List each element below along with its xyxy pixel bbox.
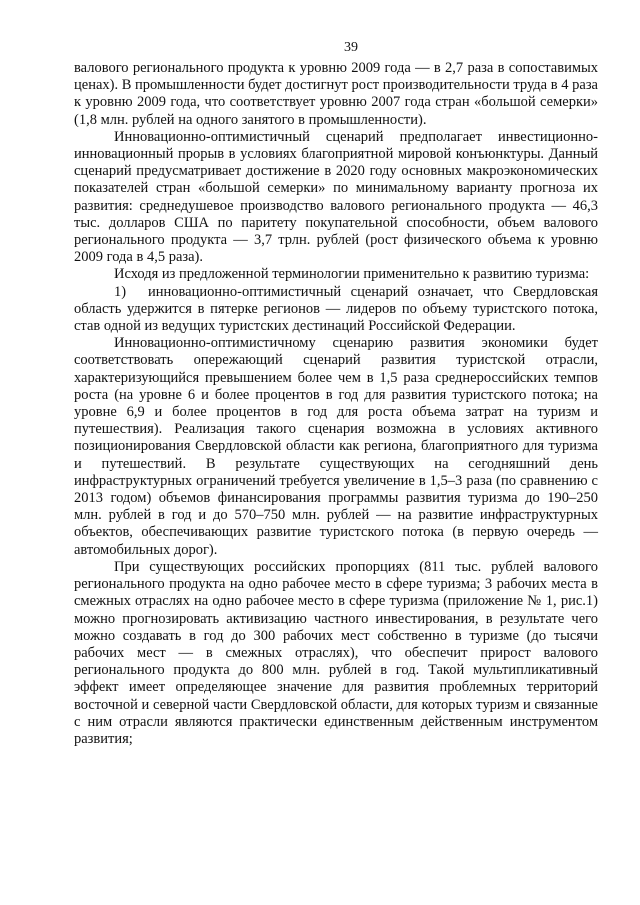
paragraph-continuation: валового регионального продукта к уровню 2009 года — в 2,7 раза в сопоставимых ценах). В промышленности будет достигнут рост производительности труда в 4 раза к уровню 2009 года, что соответствует уровню 2007 года стран «большой семерки» (1,8 млн. рублей на одного занятого в промышленности).: [74, 60, 598, 128]
paragraph-russian-proportions: При существующих российских пропорциях (811 тыс. рублей валового регионального продукта на одно рабочее место в сфере туризма; 3 рабочих места в смежных отраслях на одно рабочее место в сфере туризма (приложение № 1, рис.1) можно прогнозировать активизацию частного инвестирования, в результате чего можно создавать в год до 300 рабочих мест собственно в туризме (до тысячи рабочих мест — в смежных отраслях), что обеспечит прирост валового регионального продукта до 800 млн. рублей в год. Такой мультипликативный эффект имеет определяющее значение для развития проблемных территорий восточной и северной части Свердловской области, для которых туризм и связанные с ним отрасли являются практически единственным действенным инструментом развития;: [74, 558, 598, 747]
paragraph-terminology: Исходя из предложенной терминологии применительно к развитию туризма:: [114, 266, 590, 283]
list-item-text: инновационно-оптимистичный сценарий означает, что Свердловская область удержится в пятерке регионов — лидеров по объему туристского потока, став одной из ведущих туристских дестинаций Российской Федерации.: [74, 283, 598, 335]
page-number: 39: [344, 40, 358, 55]
body-text: [74, 60, 598, 748]
list-item-number: 1): [114, 283, 127, 300]
list-item-1: [74, 284, 598, 336]
paragraph-tourism-scenario: Инновационно-оптимистичному сценарию развития экономики будет соответствовать опережающий сценарий развития туристской отрасли, характеризующийся превышением более чем в 1,5 раза среднероссийских темпов роста (на уровне 6 и более процентов в год для развития туристского потока; на уровне 6,9 и более процентов в год для роста объема затрат на туризм и путешествия). Реализация такого сценария возможна в условиях активного позиционирования Свердловской области как региона, благоприятного для туризма и путешествий. В результате существующих на сегодняшний день инфраструктурных ограничений требуется увеличение в 1,5–3 раза (по сравнению с 2013 годом) объемов финансирования программы развития туризма до 190–250 млн. рублей в год и до 570–750 млн. рублей — на развитие инфраструктурных объектов, обеспечивающих развитие туристского потока (в первую очередь — автомобильных дорог).: [74, 335, 598, 558]
paragraph-innovative-scenario: Инновационно-оптимистичный сценарий предполагает инвестиционно-инновационный прорыв в условиях благоприятной мировой конъюнктуры. Данный сценарий предусматривает достижение в 2020 году основных макроэкономических показателей стран «большой семерки» по минимальному варианту прогноза их развития: среднедушевое производство валового регионального продукта — 46,3 тыс. долларов США по паритету покупательной способности, объем валового регионального продукта — 3,7 трлн. рублей (рост физического объема к уровню 2009 года в 4,5 раза).: [74, 128, 598, 266]
